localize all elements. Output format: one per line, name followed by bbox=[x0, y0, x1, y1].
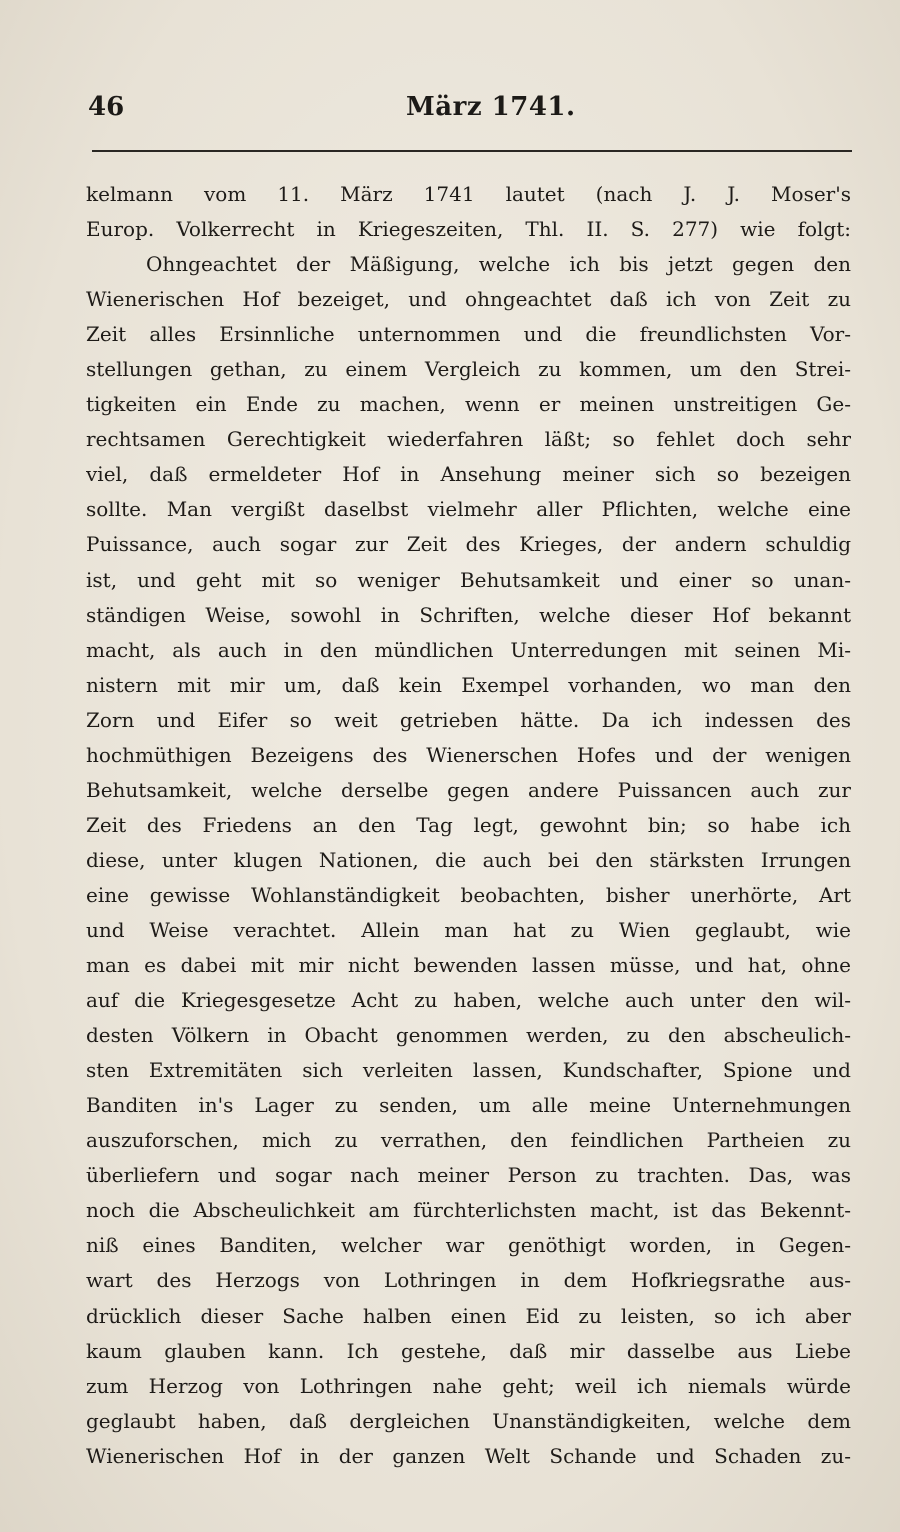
text-line: Zeit alles Ersinnliche unternommen und die freundlichsten Vor- bbox=[86, 322, 851, 347]
header-rule bbox=[92, 150, 852, 152]
text-line: viel, daß ermeldeter Hof in Ansehung meiner sich so bezeigen bbox=[86, 462, 851, 487]
text-line: hochmüthigen Bezeigens des Wienerschen Hofes und der wenigen bbox=[86, 742, 851, 767]
text-line: sollte. Man vergißt daselbst vielmehr aller Pflichten, welche eine bbox=[86, 497, 851, 522]
text-line: tigkeiten ein Ende zu machen, wenn er meinen unstreitigen Ge- bbox=[86, 392, 851, 417]
text-line: sten Extremitäten sich verleiten lassen, Kundschafter, Spione und bbox=[86, 1058, 851, 1083]
text-line: drücklich dieser Sache halben einen Eid zu leisten, so ich aber bbox=[86, 1303, 851, 1328]
text-line: diese, unter klugen Nationen, die auch bei den stärksten Irrungen bbox=[86, 847, 851, 872]
text-line: noch die Abscheulichkeit am fürchterlichsten macht, ist das Bekennt- bbox=[86, 1198, 851, 1223]
text-line: Europ. Volkerrecht in Kriegeszeiten, Thl. II. S. 277) wie folgt: bbox=[86, 217, 851, 242]
text-line: überliefern und sogar nach meiner Person zu trachten. Das, was bbox=[86, 1163, 851, 1188]
text-line: Puissance, auch sogar zur Zeit des Krieges, der andern schuldig bbox=[86, 532, 851, 557]
text-line: geglaubt haben, daß dergleichen Unanständigkeiten, welche dem bbox=[86, 1408, 851, 1433]
text-line: man es dabei mit mir nicht bewenden lassen müsse, und hat, ohne bbox=[86, 953, 851, 978]
text-line: Banditen in's Lager zu senden, um alle meine Unternehmungen bbox=[86, 1093, 851, 1118]
text-line: rechtsamen Gerechtigkeit wiederfahren läßt; so fehlet doch sehr bbox=[86, 427, 851, 452]
text-line: Zeit des Friedens an den Tag legt, gewohnt bin; so habe ich bbox=[86, 812, 851, 837]
text-line: desten Völkern in Obacht genommen werden, zu den abscheulich- bbox=[86, 1023, 851, 1048]
text-line: niß eines Banditen, welcher war genöthigt worden, in Gegen- bbox=[86, 1233, 851, 1258]
text-line: auszuforschen, mich zu verrathen, den feindlichen Partheien zu bbox=[86, 1128, 851, 1153]
text-line: kaum glauben kann. Ich gestehe, daß mir dasselbe aus Liebe bbox=[86, 1338, 851, 1363]
running-title: März 1741. bbox=[406, 92, 576, 122]
page-number: 46 bbox=[88, 92, 125, 122]
text-line: ständigen Weise, sowohl in Schriften, welche dieser Hof bekannt bbox=[86, 602, 851, 627]
text-line: kelmann vom 11. März 1741 lautet (nach J. J. Moser's bbox=[86, 182, 851, 206]
page-header bbox=[88, 92, 848, 132]
text-line: Wienerischen Hof bezeiget, und ohngeachtet daß ich von Zeit zu bbox=[86, 287, 851, 312]
text-line: stellungen gethan, zu einem Vergleich zu kommen, um den Strei- bbox=[86, 357, 851, 382]
text-line: ist, und geht mit so weniger Behutsamkeit und einer so unan- bbox=[86, 567, 851, 592]
text-line: macht, als auch in den mündlichen Unterredungen mit seinen Mi- bbox=[86, 637, 851, 662]
text-line: und Weise verachtet. Allein man hat zu Wien geglaubt, wie bbox=[86, 917, 851, 942]
text-line: nistern mit mir um, daß kein Exempel vorhanden, wo man den bbox=[86, 672, 851, 697]
text-line: zum Herzog von Lothringen nahe geht; weil ich niemals würde bbox=[86, 1373, 851, 1398]
text-line: Behutsamkeit, welche derselbe gegen andere Puissancen auch zur bbox=[86, 777, 851, 802]
text-line: auf die Kriegesgesetze Acht zu haben, welche auch unter den wil- bbox=[86, 988, 851, 1013]
text-line: Ohngeachtet der Mäßigung, welche ich bis jetzt gegen den bbox=[146, 252, 851, 277]
text-line: Zorn und Eifer so weit getrieben hätte. Da ich indessen des bbox=[86, 707, 851, 732]
text-line: eine gewisse Wohlanständigkeit beobachten, bisher unerhörte, Art bbox=[86, 882, 851, 907]
body-text bbox=[86, 177, 851, 1474]
text-line: Wienerischen Hof in der ganzen Welt Schande und Schaden zu- bbox=[86, 1443, 851, 1468]
text-line: wart des Herzogs von Lothringen in dem Hofkriegsrathe aus- bbox=[86, 1268, 851, 1293]
